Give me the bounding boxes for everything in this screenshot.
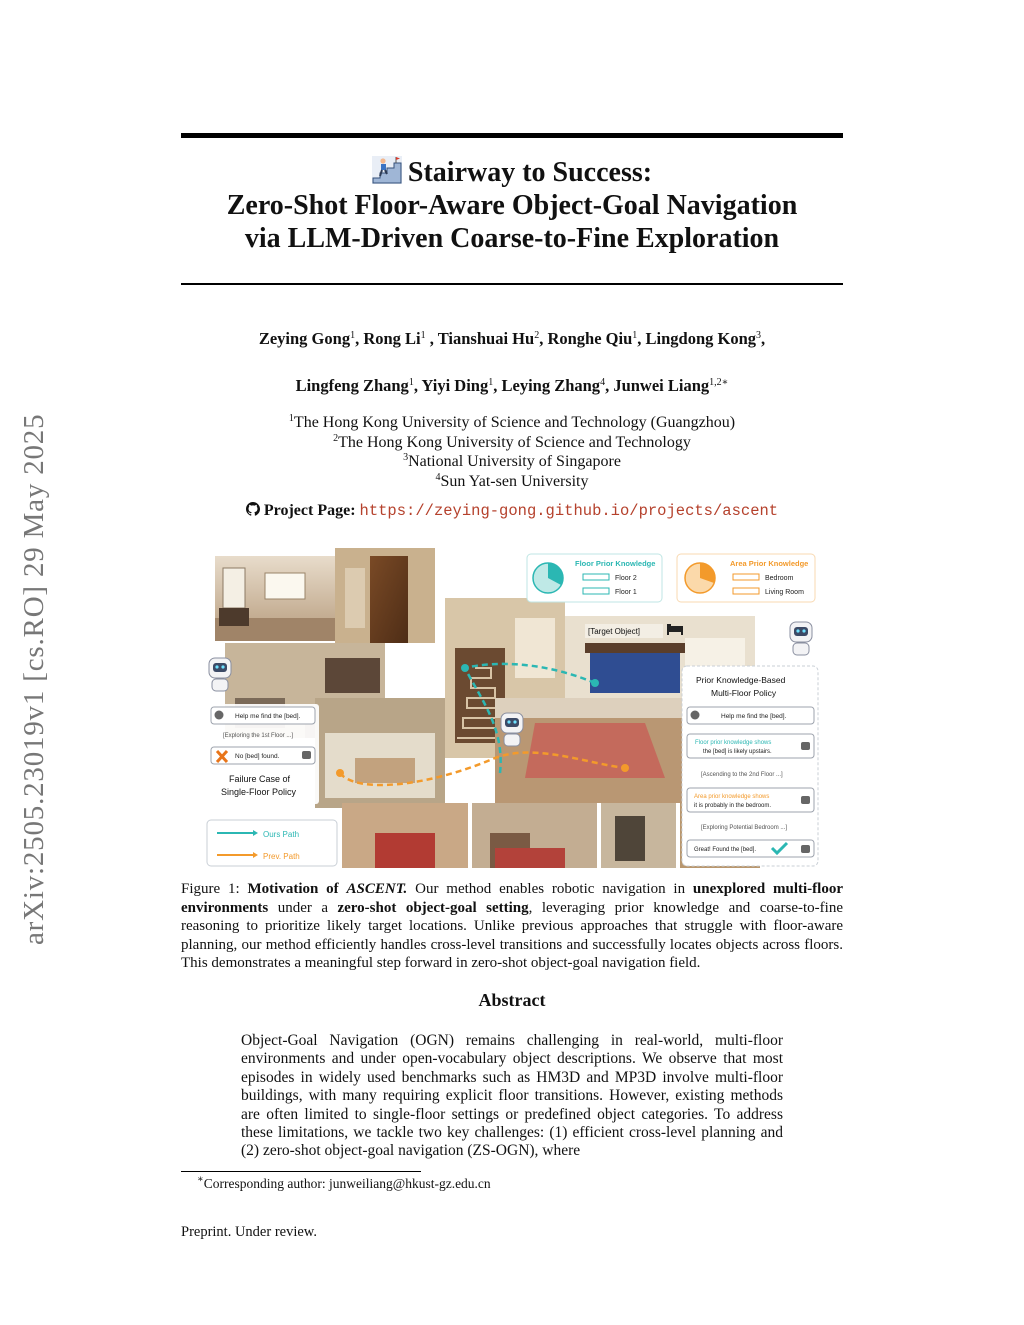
title-line-1: Stairway to Success: <box>407 157 653 188</box>
robot-icon-center <box>501 713 523 746</box>
abstract-heading: Abstract <box>478 990 546 1010</box>
author-line-2: Lingfeng Zhang$^1$, Yiyi Ding$^1$, Leying Zhang$^4$, Junwei Liang$^{1,2∗}$ <box>295 376 729 395</box>
area-prior-card <box>677 554 815 602</box>
target-object-label: [Target Object] <box>588 627 641 636</box>
author-name: Tianshuai Hu <box>437 329 535 348</box>
path-node <box>591 679 599 687</box>
robot-mini-icon <box>801 796 810 804</box>
footnote-rule <box>181 1171 421 1172</box>
robot-mini-icon <box>801 742 810 750</box>
path-legend <box>207 820 337 866</box>
affiliation-4: $^4$Sun Yat-sen University <box>435 471 589 490</box>
author-affiliation-mark: 1,2∗ <box>709 377 729 388</box>
author-name: Ronghe Qiu <box>547 329 633 348</box>
affiliation-2: $^2$The Hong Kong University of Science and Technology <box>333 432 691 451</box>
bedroom-label: Bedroom <box>765 575 794 582</box>
right-exploring-text: [Exploring Potential Bedroom ...] <box>701 825 788 831</box>
failure-line-2: Single-Floor Policy <box>221 787 297 797</box>
path-node <box>621 764 629 772</box>
failure-line-1: Failure Case of <box>229 774 291 784</box>
preprint-note: Preprint. Under review. <box>181 1224 317 1240</box>
robot-mini-icon <box>302 751 311 759</box>
github-icon <box>246 502 260 516</box>
bottom-photo-1 <box>342 803 468 868</box>
footnote: ∗Corresponding author: junweiliang@hkust-gz.edu.cn <box>197 1174 491 1191</box>
author-affiliation-mark: 1 <box>408 377 414 388</box>
author-line-1: Zeying Gong$^1$, Rong Li$^1$ , Tianshuai Hu$^2$, Ronghe Qiu$^1$, Lingdong Kong$^3$, <box>258 329 766 348</box>
author-affiliation-mark: 4 <box>600 377 606 388</box>
author-affiliation-mark: 1 <box>350 330 356 341</box>
author-affiliation-mark: 2 <box>534 330 540 341</box>
bottom-photo-2 <box>472 803 597 868</box>
area-prior-title: Area Prior Knowledge <box>730 559 809 568</box>
right-found-text: Great! Found the [bed]. <box>694 847 757 853</box>
title-line-3: via LLM-Driven Coarse-to-Fine Exploration <box>244 223 780 254</box>
author-affiliation-mark: 1 <box>632 330 638 341</box>
bottom-photo-3 <box>601 803 676 868</box>
robot-mini-icon <box>801 845 810 853</box>
path-node <box>336 769 344 777</box>
right-policy-panel <box>682 666 818 866</box>
kitchen-photo <box>315 698 445 808</box>
affiliations <box>150 413 874 491</box>
right-floor-prior-line-2: the [bed] is likely upstairs. <box>703 749 772 755</box>
author-name: Rong Li <box>363 329 421 348</box>
affiliation-3: $^3$National University of Singapore <box>403 452 621 470</box>
author-affiliation-mark: 1 <box>420 330 426 341</box>
floor-prior-title: Floor Prior Knowledge <box>575 559 656 568</box>
author-name: Yiyi Ding <box>421 376 489 395</box>
project-url-link[interactable]: https://zeying-gong.github.io/projects/ascent <box>359 502 779 520</box>
policy-title-line-2: Multi-Floor Policy <box>711 688 777 698</box>
floor-2-label: Floor 2 <box>615 575 637 582</box>
user-icon <box>691 711 700 720</box>
robot-icon-right <box>790 622 812 655</box>
author-name: Leying Zhang <box>501 376 601 395</box>
floor-prior-card <box>527 554 662 602</box>
right-ascending-text: [Ascending to the 2nd Floor ...] <box>701 772 783 778</box>
right-area-prior-line-2: it is probably in the bedroom. <box>694 803 772 809</box>
left-request-text: Help me find the [bed]. <box>235 713 301 720</box>
project-page <box>150 502 874 520</box>
right-request-text: Help me find the [bed]. <box>721 713 787 720</box>
policy-title-line-1: Prior Knowledge-Based <box>696 675 786 685</box>
right-area-prior-line-1: Area prior knowledge shows <box>694 794 770 800</box>
path-node <box>461 664 469 672</box>
author-name: Lingfeng Zhang <box>295 376 409 395</box>
bottom-rule <box>181 283 843 285</box>
legend-prev-label: Prev. Path <box>263 852 300 861</box>
author-affiliation-mark: 1 <box>488 377 494 388</box>
abstract-body: Object-Goal Navigation (OGN) remains challenging in real-world, multi-floor environments and under open-vocabulary object descriptions. We observe that most episodes in widely used benchmarks such as HM3D and MP3D involve multi-floor buildings, with many requiring explicit floor transitions. However, existing methods are often limited to single-floor settings or predefined object categories. To address these limitations, we tackle two key challenges: (1) efficient cross-level planning and (2) zero-shot object-goal navigation (ZS-OGN), where <box>241 1032 783 1160</box>
author-name: Junwei Liang <box>613 376 710 395</box>
project-label: Project Page: <box>263 502 356 519</box>
arxiv-stamp: arXiv:2505.23019v1 [cs.RO] 29 May 2025 <box>18 413 50 945</box>
door-photo <box>335 548 435 643</box>
author-name: Lingdong Kong <box>645 329 757 348</box>
right-floor-prior-line-1: Floor prior knowledge shows <box>695 740 772 746</box>
left-chat-panel <box>209 704 319 804</box>
title-line-2: Zero-Shot Floor-Aware Object-Goal Navigation <box>226 190 798 221</box>
author-affiliation-mark: 3 <box>756 330 762 341</box>
left-result-text: No [bed] found. <box>235 753 280 760</box>
author-name: Zeying Gong <box>258 329 351 348</box>
second-floor-room-photo <box>495 698 685 803</box>
left-exploring-text: [Exploring the 1st Floor ...] <box>223 733 294 739</box>
affiliation-1: $^1$The Hong Kong University of Science and Technology (Guangzhou) <box>288 413 736 431</box>
person-climbing-stairs-icon <box>372 156 402 184</box>
legend-ours-label: Ours Path <box>263 830 300 839</box>
top-rule <box>181 133 843 138</box>
figure-caption: Figure 1: Motivation of ASCENT. Our method enables robotic navigation in unexplored multi-floor environments under a zero-shot object-goal setting, leveraging prior knowledge and coarse-to-fine reasoning to prioritize likely target locations. Unlike previous approaches that struggle with floor-aware planning, our method efficiently handles cross-level transitions and successfully locates objects across floors. This demonstrates a meaningful step forward in zero-shot object-goal navigation field. <box>181 881 843 971</box>
figure-1 <box>205 548 822 870</box>
living-room-label: Living Room <box>765 589 804 596</box>
user-icon <box>215 711 224 720</box>
floor-1-label: Floor 1 <box>615 589 637 596</box>
robot-icon-left <box>209 658 231 691</box>
living-room-photo <box>215 556 335 641</box>
paper-title <box>150 156 874 255</box>
